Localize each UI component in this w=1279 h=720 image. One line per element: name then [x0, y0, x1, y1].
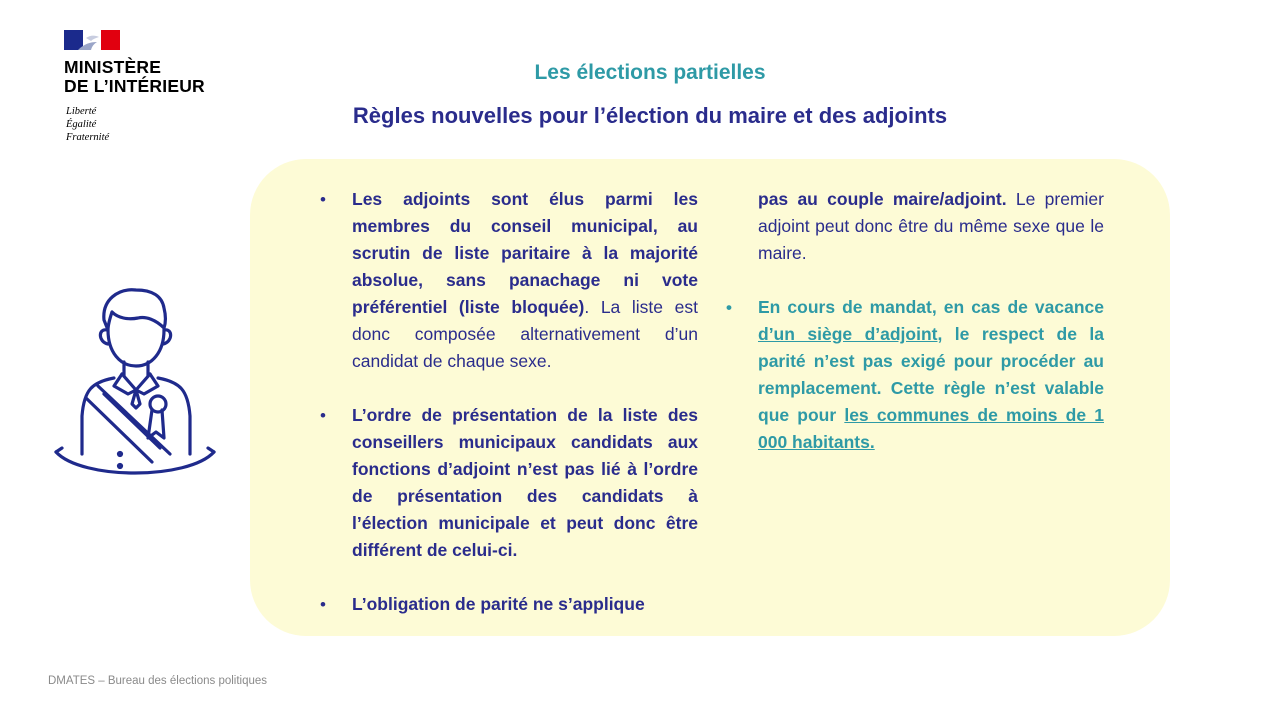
footer-text: DMATES – Bureau des élections politiques	[48, 675, 268, 687]
item4-link-siege-adjoint[interactable]: d’un siège d’adjoint	[758, 324, 938, 344]
right-text-column	[726, 186, 1104, 456]
left-text-column	[320, 186, 698, 618]
continuation-normal-text: Le premier adjoint peut donc être du même sexe que le maire.	[758, 189, 1104, 263]
item4-text-part3: , le respect de la parité n’est pas exigé pour procéder au remplacement. Cette règle n’est valable que pour	[758, 324, 1104, 425]
republic-motto	[66, 105, 109, 144]
item4-link-communes[interactable]: les communes de moins de 1 000 habitants.	[758, 405, 1104, 452]
bullet-item-parity-obligation	[320, 591, 698, 618]
motto-liberte: Liberté	[66, 106, 97, 117]
item1-normal-text: . La liste est donc composée alternativement d’un candidat de chaque sexe.	[352, 297, 698, 371]
bullet-icon: •	[320, 406, 326, 425]
mayor-with-sash-icon	[52, 286, 218, 484]
slide-subtitle: Règles nouvelles pour l’élection du maire et des adjoints	[352, 103, 948, 128]
continuation-bold-text: pas au couple maire/adjoint.	[758, 189, 1007, 209]
motto-fraternite: Fraternité	[66, 132, 110, 143]
marianne-flag-icon	[64, 30, 120, 50]
bullet-item-order-presentation	[320, 402, 698, 564]
slide-title: Les élections partielles	[534, 61, 766, 84]
parity-continuation	[758, 186, 1104, 267]
motto-egalite: Égalité	[66, 119, 97, 130]
item2-bold-text: L’ordre de présentation de la liste des conseillers municipaux candidats aux fonctions d’adjoint n’est pas lié à l’ordre de présentation des candidats à l’élection municipale et peut donc être différent de celui-ci.	[352, 405, 698, 560]
bullet-icon: •	[320, 595, 326, 614]
item3-bold-text: L’obligation de parité ne s’applique	[352, 594, 645, 614]
item4-text-part1: En cours de mandat, en cas de vacance	[758, 297, 1104, 317]
bullet-icon: •	[320, 190, 326, 209]
bullet-item-adjoints-election	[320, 186, 698, 375]
bullet-icon: •	[726, 298, 732, 317]
ministry-name: MINISTÈRE DE L’INTÉRIEUR	[64, 57, 205, 96]
item1-bold-text: Les adjoints sont élus parmi les membres du conseil municipal, au scrutin de liste paritaire à la majorité absolue, sans panachage ni vote préférentiel (liste bloquée)	[352, 189, 698, 317]
bullet-item-vacancy	[726, 294, 1104, 456]
